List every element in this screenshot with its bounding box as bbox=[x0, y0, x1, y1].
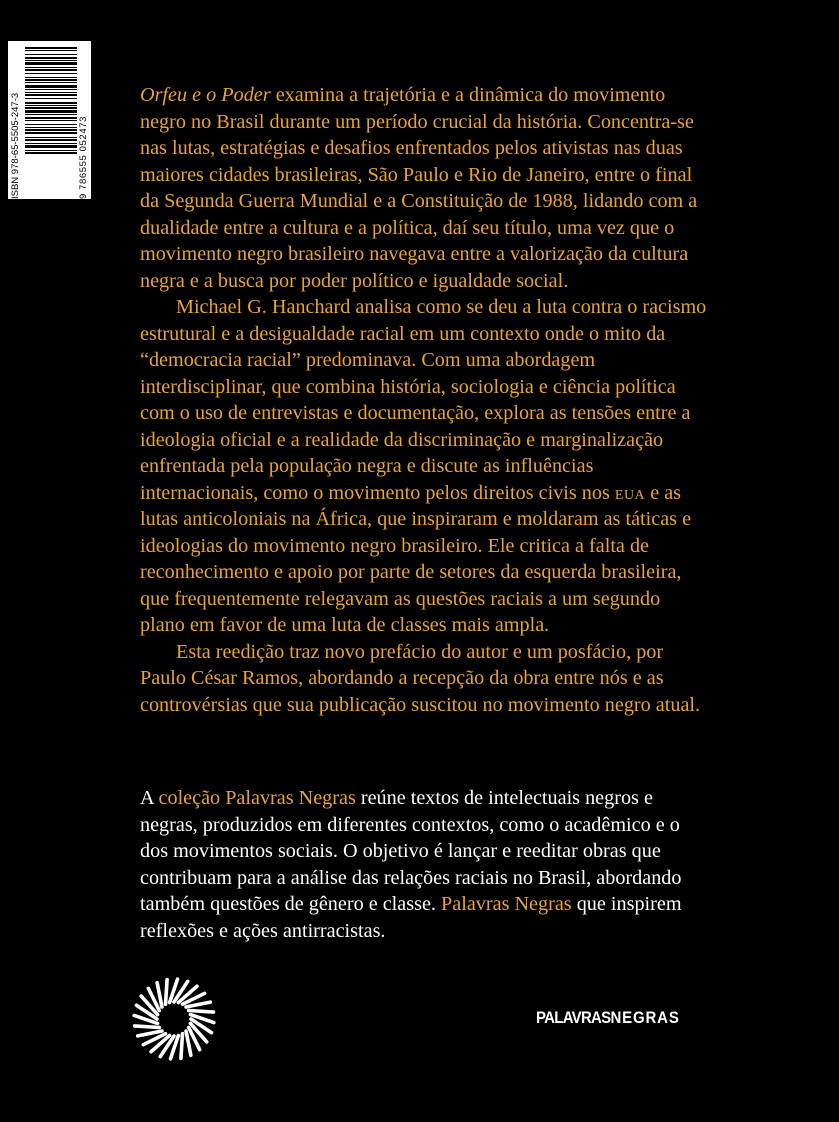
collection-lead: A bbox=[140, 787, 159, 809]
abbrev-eua: eua bbox=[614, 481, 646, 504]
collection-logo-part-2: NEGRAS bbox=[610, 1008, 680, 1027]
book-title: Orfeu e o Poder bbox=[140, 84, 271, 106]
collection-middle: reúne textos de intelectuais negros e negras, produzidos em diferentes contextos, como o acadêmico e o dos movimentos sociais. O objetivo é lançar e reeditar obras que contribuam para a análise das relações raciais no Brasil, abordando também questões de gênero e classe. bbox=[140, 787, 682, 915]
collection-logo-part-1: PALAVRAS bbox=[536, 1008, 611, 1027]
radial-star-icon bbox=[130, 975, 218, 1063]
collection-paragraph bbox=[140, 785, 710, 944]
isbn-label: ISBN 978-65-5505-247-3 bbox=[10, 92, 21, 199]
book-synopsis bbox=[140, 82, 710, 718]
barcode-digits: 9 786555 052473 bbox=[78, 116, 89, 199]
isbn-barcode bbox=[8, 41, 91, 199]
synopsis-p2-text-a: Michael G. Hanchard analisa como se deu a luta contra o racismo estrutural e a desigualdade racial em um contexto onde o mito da “democracia racial” predominava. Com uma abordagem interdisciplinar, que combina história, sociologia e ciência política com o uso de entrevistas e documentação, explora as tensões entre a ideologia oficial e a realidade da discriminação e marginalização enfrentada pela população negra e discute as influências internacionais, como o movimento pelos direitos civis nos bbox=[140, 296, 707, 504]
synopsis-p1-text: examina a trajetória e a dinâmica do movimento negro no Brasil durante um período crucial da história. Concentra-se nas lutas, estratégias e desafios enfrentados pelos ativistas nas duas maiores cidades brasileiras, São Paulo e Rio de Janeiro, entre o final da Segunda Guerra Mundial e a Constituição de 1988, lidando com a dualidade entre a cultura e a política, daí seu título, uma vez que o movimento negro brasileiro navegava entre a valorização da cultura negra e a busca por poder político e igualdade social. bbox=[140, 84, 698, 292]
collection-name-2: Palavras Negras bbox=[441, 893, 572, 915]
collection-end: que inspirem reflexões e ações antirracistas. bbox=[140, 893, 682, 942]
collection-logo bbox=[536, 1008, 680, 1028]
synopsis-p2-text-b: e as lutas anticoloniais na África, que inspiraram e moldaram as táticas e ideologias do movimento negro brasileiro. Ele critica a falta de reconhecimento e apoio por parte de setores da esquerda brasileira, que frequentemente relegavam as questões raciais a um segundo plano em favor de uma luta de classes mais ampla. bbox=[140, 481, 692, 636]
synopsis-paragraph-2 bbox=[140, 294, 710, 639]
synopsis-paragraph-1 bbox=[140, 82, 710, 294]
synopsis-paragraph-3: Esta reedição traz novo prefácio do autor e um posfácio, por Paulo César Ramos, abordando a recepção da obra entre nós e as controvérsias que sua publicação suscitou no movimento negro atual. bbox=[140, 640, 701, 716]
collection-name: coleção Palavras Negras bbox=[158, 787, 356, 809]
collection-description bbox=[140, 785, 710, 944]
